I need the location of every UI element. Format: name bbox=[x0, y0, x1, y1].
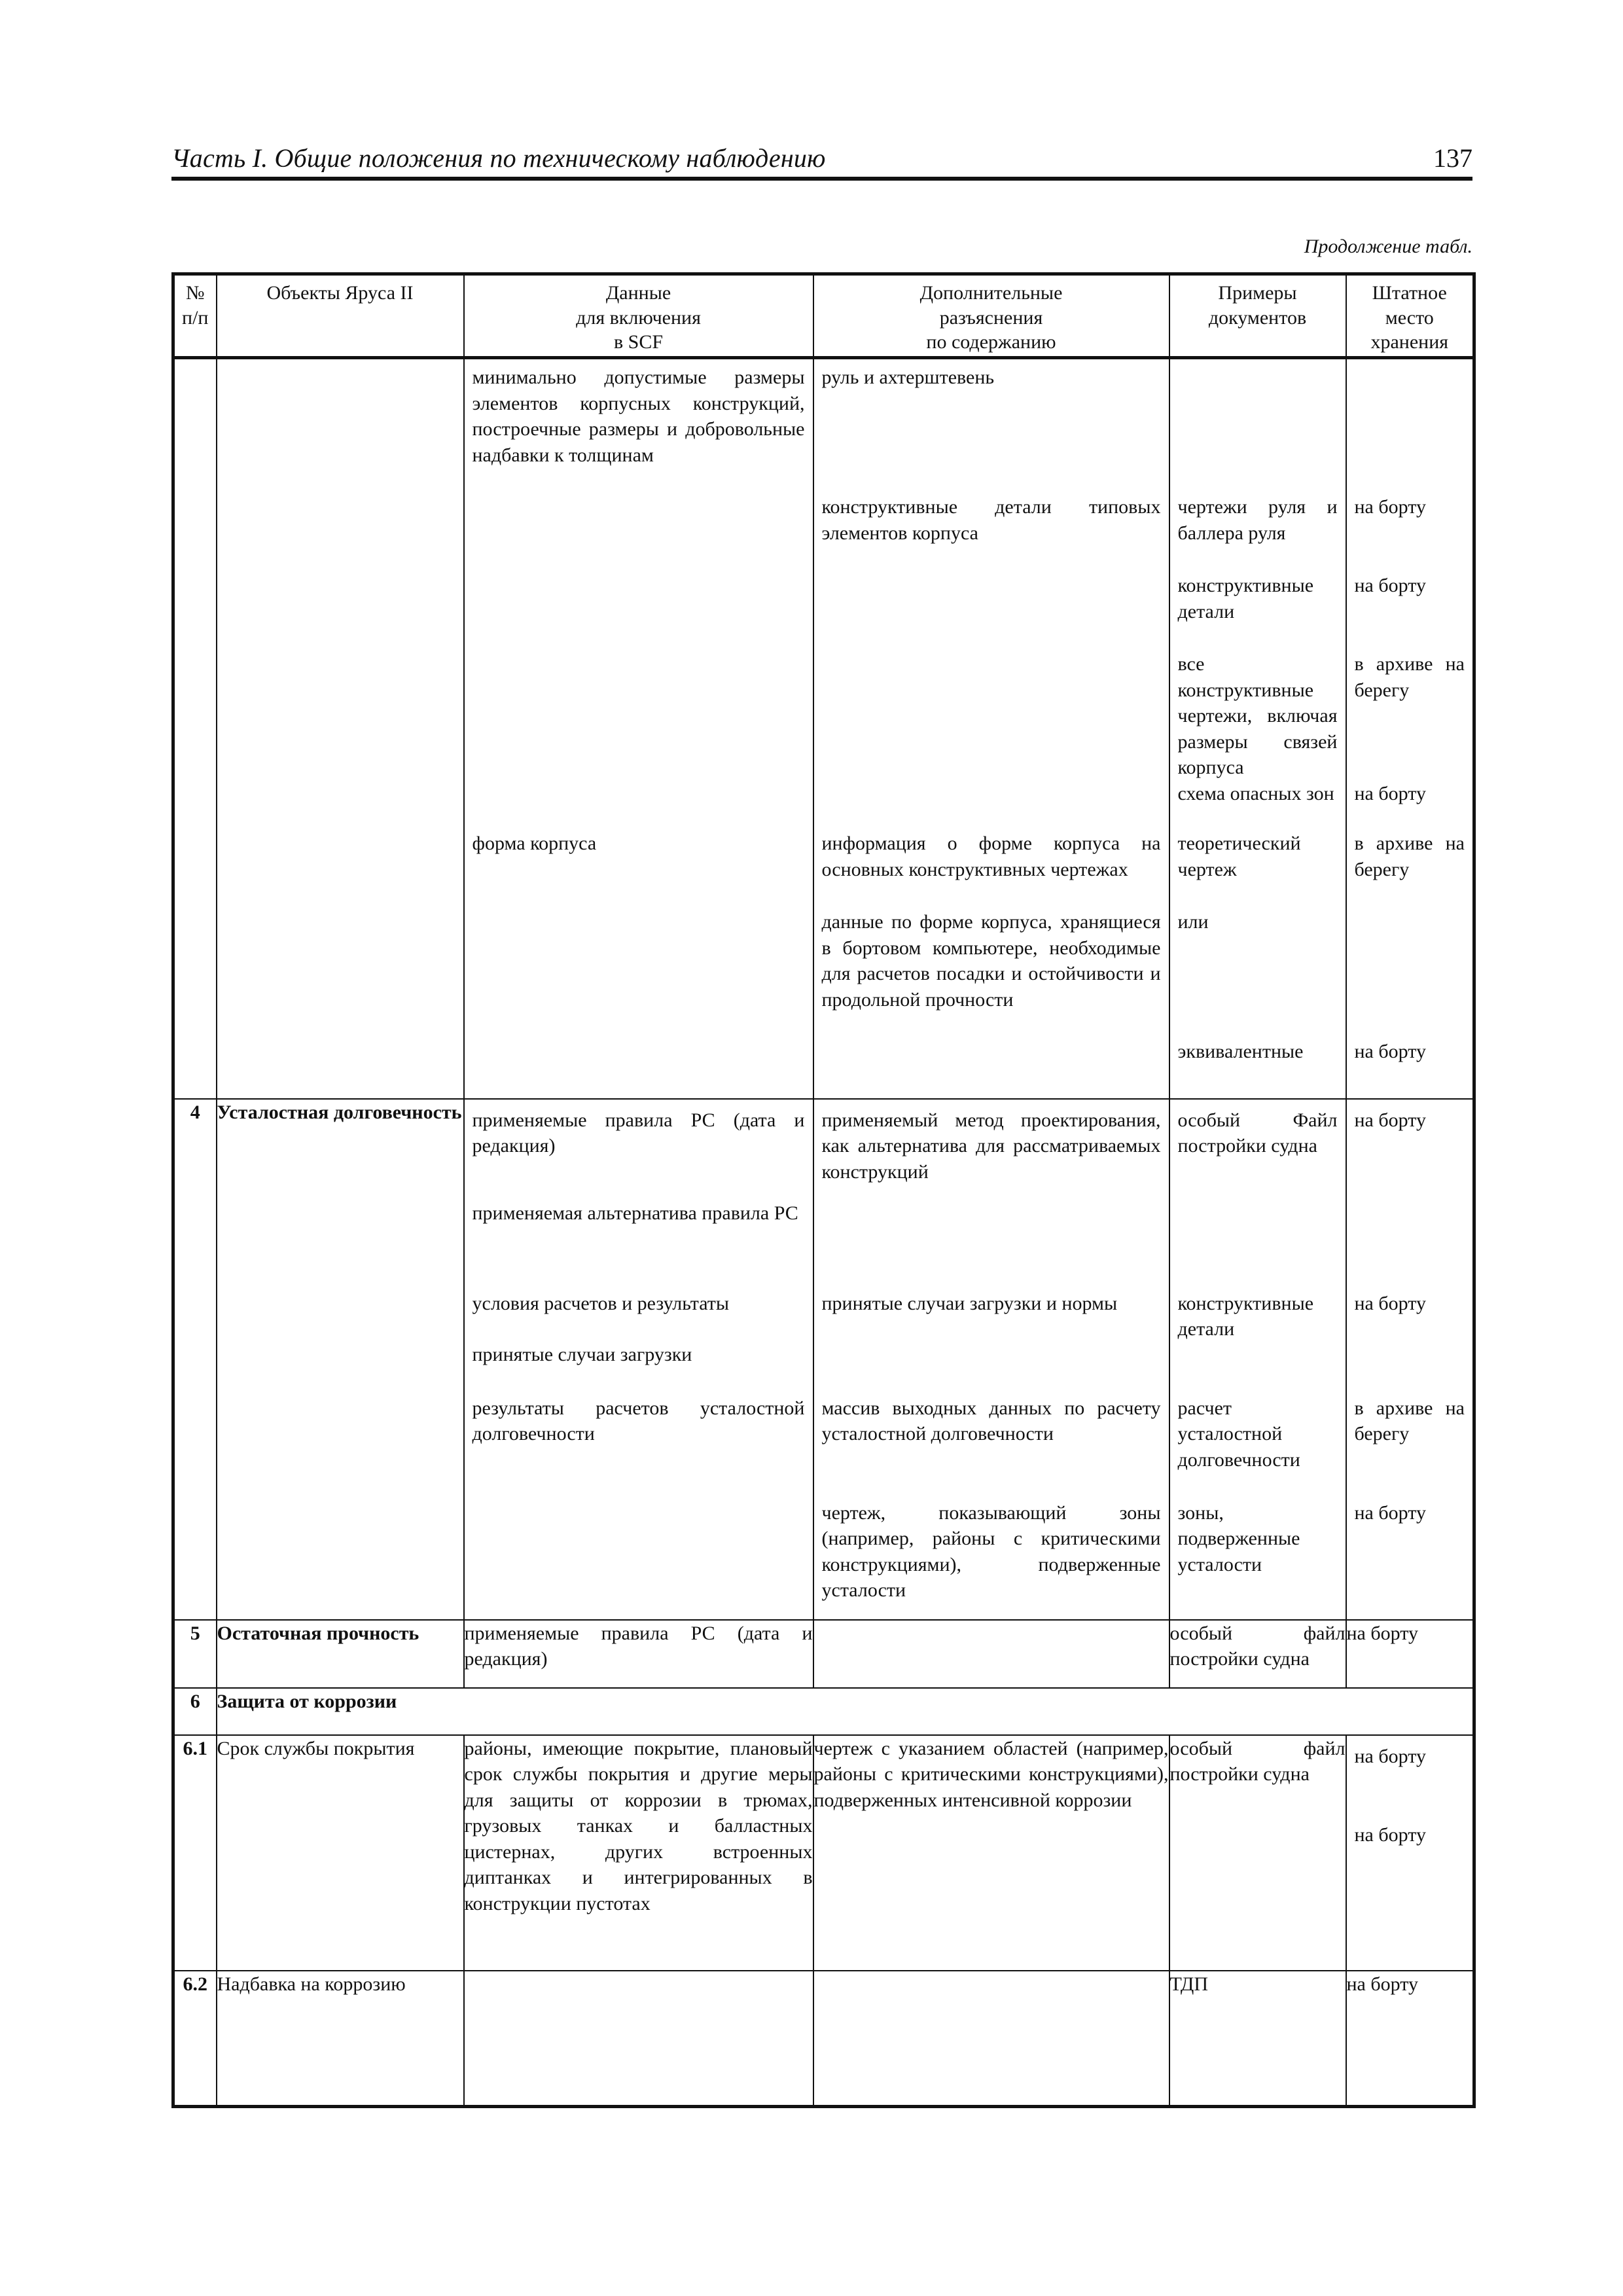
explanation-cell bbox=[813, 1620, 1169, 1688]
col-header-explanations: Дополнительные разъяснения по содержанию bbox=[813, 274, 1169, 358]
running-head-title: Часть I. Общие положения по техническому наблюдению bbox=[171, 143, 826, 173]
row-number: 4 bbox=[173, 1099, 217, 1620]
running-head bbox=[171, 143, 1472, 182]
col-header-objects: Объекты Яруса II bbox=[217, 274, 464, 358]
data-cell bbox=[464, 1099, 813, 1620]
storage-cell bbox=[1346, 1099, 1474, 1620]
example-entry: особый Файл постройки судна bbox=[1177, 1109, 1338, 1157]
example-entry: конструктивные детали bbox=[1177, 1292, 1314, 1340]
storage-entry: на борту bbox=[1354, 1501, 1426, 1524]
example-entry: теоретический чертеж bbox=[1177, 833, 1301, 880]
object-name: Срок службы покрытия bbox=[217, 1735, 464, 1971]
explanation-cell bbox=[813, 1099, 1169, 1620]
table-row bbox=[173, 1099, 1474, 1620]
requirements-table bbox=[171, 272, 1476, 2108]
data-cell: районы, имеющие покрытие, плановый срок службы покрытия и другие меры для защиты от коррозии в трюмах, грузовых танках и балластных цистернах, других встроенных диптанках и интегрированных в конструкции пустотах bbox=[464, 1735, 813, 1971]
storage-entry: в архиве на берегу bbox=[1354, 1397, 1465, 1445]
section-title: Защита от коррозии bbox=[217, 1688, 1474, 1735]
row-number: 6.2 bbox=[173, 1971, 217, 2107]
table-row bbox=[173, 1688, 1474, 1735]
storage-entry: в архиве на берегу bbox=[1354, 833, 1465, 880]
col-header-num: № п/п bbox=[173, 274, 217, 358]
explanation-cell bbox=[813, 1971, 1169, 2107]
col-header-examples: Примеры документов bbox=[1169, 274, 1346, 358]
explanation-cell bbox=[813, 358, 1169, 1099]
data-entry: результаты расчетов усталостной долговечности bbox=[472, 1397, 805, 1445]
storage-entry: в архиве на берегу bbox=[1354, 653, 1465, 701]
table-row bbox=[173, 358, 1474, 1099]
storage-entry: на борту bbox=[1354, 1745, 1426, 1767]
example-cell: особый файл постройки судна bbox=[1169, 1735, 1346, 1971]
explanation-entry: применяемый метод проектирования, как альтернатива для рассматриваемых конструкций bbox=[821, 1109, 1161, 1183]
table-continuation-label: Продолжение табл. bbox=[1304, 236, 1472, 257]
data-entry: форма корпуса bbox=[472, 833, 597, 854]
storage-entry: на борту bbox=[1354, 1823, 1426, 1846]
example-entry: конструктивные детали bbox=[1177, 575, 1314, 622]
storage-entry: на борту bbox=[1354, 496, 1426, 518]
example-entry: эквивалентные bbox=[1177, 1041, 1304, 1062]
table-row bbox=[173, 1620, 1474, 1688]
example-entry: схема опасных зон bbox=[1177, 783, 1334, 804]
data-cell bbox=[464, 1971, 813, 2107]
example-entry: зоны, подверженные усталости bbox=[1177, 1501, 1300, 1575]
storage-cell: на борту bbox=[1346, 1620, 1474, 1688]
num-cell bbox=[173, 358, 217, 1099]
explanation-entry: информация о форме корпуса на основных конструктивных чертежах bbox=[821, 833, 1161, 880]
table-row bbox=[173, 1735, 1474, 1971]
storage-entry: на борту bbox=[1354, 1109, 1426, 1131]
explanation-entry: руль и ахтерштевень bbox=[821, 367, 995, 388]
data-entry: применяемая альтернатива правила РС bbox=[472, 1202, 798, 1224]
example-cell bbox=[1169, 358, 1346, 1099]
storage-entry: на борту bbox=[1354, 783, 1426, 804]
example-cell: особый файл постройки судна bbox=[1169, 1620, 1346, 1688]
explanation-entry: данные по форме корпуса, хранящиеся в бортовом компьютере, необходимые для расчетов посадки и остойчивости и продольной прочности bbox=[821, 911, 1161, 1011]
storage-cell bbox=[1346, 358, 1474, 1099]
col-header-storage: Штатное место хранения bbox=[1346, 274, 1474, 358]
example-entry: чертежи руля и баллера руля bbox=[1177, 496, 1338, 544]
object-name: Надбавка на коррозию bbox=[217, 1971, 464, 2107]
data-entry: условия расчетов и результаты bbox=[472, 1292, 730, 1314]
page-number: 137 bbox=[1433, 143, 1472, 173]
data-entry: применяемые правила РС (дата и редакция) bbox=[472, 1109, 805, 1157]
explanation-cell: чертеж с указанием областей (например, районы с критическими конструкциями), подверженных интенсивной коррозии bbox=[813, 1735, 1169, 1971]
object-name: Остаточная прочность bbox=[217, 1620, 464, 1688]
object-name: Усталостная долговечность bbox=[217, 1099, 464, 1620]
explanation-entry: массив выходных данных по расчету усталостной долговечности bbox=[821, 1397, 1161, 1445]
storage-cell: на борту bbox=[1346, 1971, 1474, 2107]
row-number: 6 bbox=[173, 1688, 217, 1735]
example-entry: расчет усталостной долговечности bbox=[1177, 1397, 1300, 1471]
example-entry: или bbox=[1177, 911, 1209, 933]
storage-entry: на борту bbox=[1354, 575, 1426, 596]
data-cell: применяемые правила РС (дата и редакция) bbox=[464, 1620, 813, 1688]
row-number: 5 bbox=[173, 1620, 217, 1688]
explanation-entry: принятые случаи загрузки и нормы bbox=[821, 1292, 1118, 1314]
storage-cell bbox=[1346, 1735, 1474, 1971]
storage-entry: на борту bbox=[1354, 1292, 1426, 1314]
col-header-data: Данные для включения в SCF bbox=[464, 274, 813, 358]
header-rule bbox=[171, 177, 1472, 181]
explanation-entry: чертеж, показывающий зоны (например, районы с критическими конструкциями), подверженные усталости bbox=[821, 1501, 1161, 1602]
table-row bbox=[173, 1971, 1474, 2107]
data-entry: минимально допустимые размеры элементов корпусных конструкций, построечные размеры и добровольные надбавки к толщинам bbox=[472, 367, 805, 466]
data-cell bbox=[464, 358, 813, 1099]
storage-entry: на борту bbox=[1354, 1041, 1426, 1062]
row-number: 6.1 bbox=[173, 1735, 217, 1971]
object-cell bbox=[217, 358, 464, 1099]
data-entry: принятые случаи загрузки bbox=[472, 1343, 692, 1365]
example-entry: все конструктивные чертежи, включая размеры связей корпуса bbox=[1177, 653, 1338, 779]
explanation-entry: конструктивные детали типовых элементов корпуса bbox=[821, 496, 1161, 544]
example-cell bbox=[1169, 1099, 1346, 1620]
example-cell: ТДП bbox=[1169, 1971, 1346, 2107]
